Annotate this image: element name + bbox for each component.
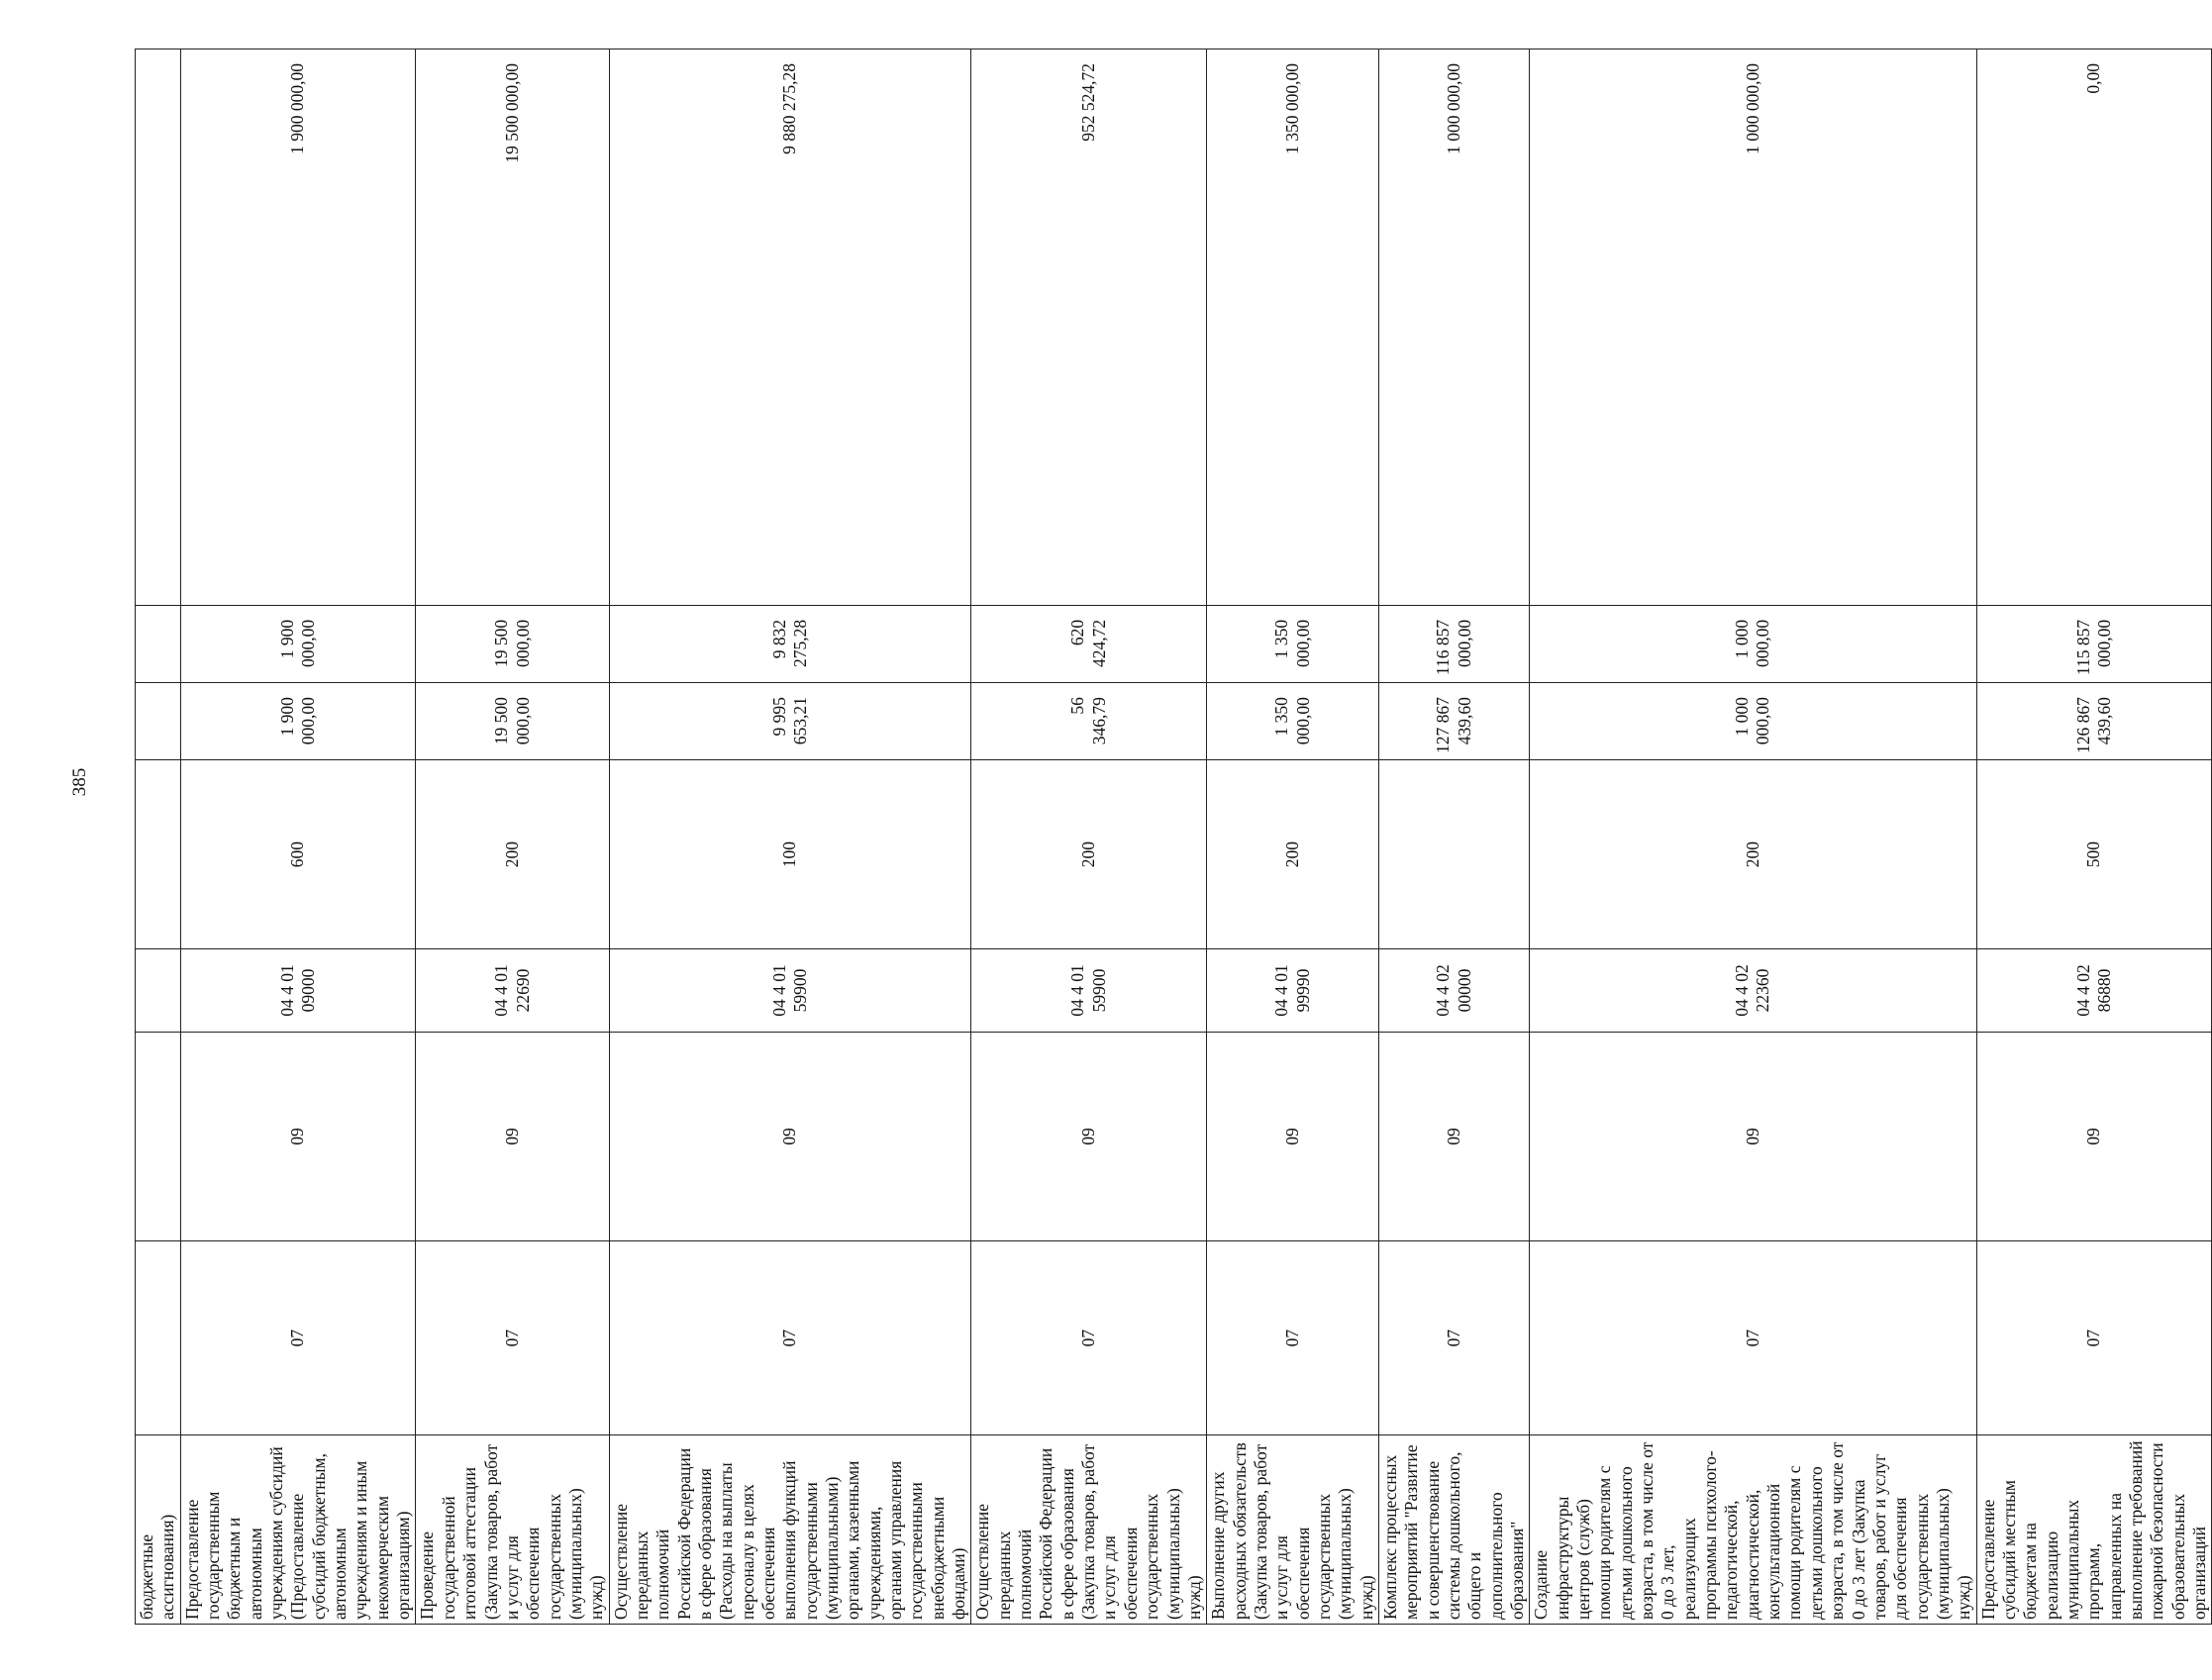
- expense-type-cell: 200: [1207, 760, 1379, 949]
- amount-year3-cell: 9 880 275,28: [609, 49, 971, 606]
- expense-type-cell: 200: [971, 760, 1207, 949]
- section-cell: [136, 1240, 181, 1435]
- subsection-cell: [136, 1033, 181, 1241]
- amount-year3-cell: 952 524,72: [971, 49, 1207, 606]
- subsection-cell: 09: [180, 1033, 416, 1241]
- section-cell: 07: [180, 1240, 416, 1435]
- table-row: [1378, 49, 1529, 1625]
- expense-type-cell: 100: [609, 760, 971, 949]
- table-row: [180, 49, 416, 1625]
- expense-type-cell: 200: [1530, 760, 1976, 949]
- amount-year1-cell: 1 350 000,00: [1207, 683, 1379, 760]
- amount-year1-cell: 1 000 000,00: [1530, 683, 1976, 760]
- table-row: [1530, 49, 1976, 1625]
- target-article-cell: 04 4 01 59900: [971, 948, 1207, 1032]
- expense-type-cell: [136, 760, 181, 949]
- row-name-cell: Комплекс процессных мероприятий "Развитие и совершенствование системы дошкольного, общего и дополнительного образования": [1378, 1435, 1529, 1625]
- row-name-cell: бюджетные ассигнования): [136, 1435, 181, 1625]
- target-article-cell: 04 4 01 22690: [416, 948, 609, 1032]
- amount-year1-cell: 126 867 439,60: [1976, 683, 2212, 760]
- row-name-cell: Осуществление переданных полномочий Российской Федерации в сфере образования (Закупка товаров, работ и услуг для обеспечения государственных (муниципальных) нужд): [971, 1435, 1207, 1625]
- amount-year2-cell: 1 000 000,00: [1530, 605, 1976, 682]
- row-name-cell: Предоставление субсидий местным бюджетам на реализацию муниципальных программ, направленных на выполнение требований пожарной безопасности образовательных организаций: [1976, 1435, 2212, 1625]
- row-name-cell: Предоставление государственным бюджетным и автономным учреждениям субсидий (Предоставление субсидий бюджетным, автономным учреждениям и иным некоммерческим организациям): [180, 1435, 416, 1625]
- section-cell: 07: [416, 1240, 609, 1435]
- subsection-cell: 09: [1207, 1033, 1379, 1241]
- subsection-cell: 09: [416, 1033, 609, 1241]
- section-cell: 07: [609, 1240, 971, 1435]
- amount-year3-cell: [136, 49, 181, 606]
- amount-year1-cell: 19 500 000,00: [416, 683, 609, 760]
- row-name-cell: Выполнение других расходных обязательств (Закупка товаров, работ и услуг для обеспечения государственных (муниципальных) нужд): [1207, 1435, 1379, 1625]
- expense-type-cell: [1378, 760, 1529, 949]
- subsection-cell: 09: [609, 1033, 971, 1241]
- section-cell: 07: [1976, 1240, 2212, 1435]
- amount-year3-cell: 0,00: [1976, 49, 2212, 606]
- subsection-cell: 09: [1530, 1033, 1976, 1241]
- budget-table: [135, 49, 2212, 1625]
- amount-year2-cell: 620 424,72: [971, 605, 1207, 682]
- amount-year3-cell: 1 000 000,00: [1378, 49, 1529, 606]
- target-article-cell: 04 4 01 99990: [1207, 948, 1379, 1032]
- row-name-cell: Проведение государственной итоговой аттестации (Закупка товаров, работ и услуг для обеспечения государственных (муниципальных) нужд): [416, 1435, 609, 1625]
- amount-year1-cell: 9 995 653,21: [609, 683, 971, 760]
- amount-year1-cell: 127 867 439,60: [1378, 683, 1529, 760]
- row-name-cell: Создание инфраструктуры центров (служб) помощи родителям с детьми дошкольного возраста, в том числе от 0 до 3 лет, реализующих программы психолого-педагогической, диагностической, консультационной помощи родителям с детьми дошкольного возраста, в том числе от 0 до 3 лет (Закупка товаров, работ и услуг для обеспечения государственных (муниципальных) нужд): [1530, 1435, 1976, 1625]
- expense-type-cell: 200: [416, 760, 609, 949]
- row-name-cell: Осуществление переданных полномочий Российской Федерации в сфере образования (Расходы на выплаты персоналу в целях обеспечения выполнения функций государственными (муниципальными) органами, казенными учреждениями, органами управления государственными внебюджетными фондами): [609, 1435, 971, 1625]
- target-article-cell: 04 4 01 59900: [609, 948, 971, 1032]
- section-cell: 07: [971, 1240, 1207, 1435]
- amount-year3-cell: 1 000 000,00: [1530, 49, 1976, 606]
- amount-year3-cell: 1 350 000,00: [1207, 49, 1379, 606]
- table-row: [609, 49, 971, 1625]
- section-cell: 07: [1378, 1240, 1529, 1435]
- amount-year2-cell: 1 350 000,00: [1207, 605, 1379, 682]
- table-row: [1207, 49, 1379, 1625]
- amount-year3-cell: 1 900 000,00: [180, 49, 416, 606]
- target-article-cell: 04 4 02 22360: [1530, 948, 1976, 1032]
- amount-year2-cell: 116 857 000,00: [1378, 605, 1529, 682]
- target-article-cell: [136, 948, 181, 1032]
- subsection-cell: 09: [1378, 1033, 1529, 1241]
- target-article-cell: 04 4 02 00000: [1378, 948, 1529, 1032]
- subsection-cell: 09: [1976, 1033, 2212, 1241]
- expense-type-cell: 500: [1976, 760, 2212, 949]
- section-cell: 07: [1207, 1240, 1379, 1435]
- amount-year1-cell: [136, 683, 181, 760]
- table-row: [136, 49, 181, 1625]
- amount-year2-cell: 115 857 000,00: [1976, 605, 2212, 682]
- target-article-cell: 04 4 01 09000: [180, 948, 416, 1032]
- amount-year2-cell: 1 900 000,00: [180, 605, 416, 682]
- section-cell: 07: [1530, 1240, 1976, 1435]
- amount-year3-cell: 19 500 000,00: [416, 49, 609, 606]
- amount-year2-cell: 9 832 275,28: [609, 605, 971, 682]
- amount-year1-cell: 56 346,79: [971, 683, 1207, 760]
- subsection-cell: 09: [971, 1033, 1207, 1241]
- expense-type-cell: 600: [180, 760, 416, 949]
- page-number: 385: [69, 767, 90, 797]
- amount-year1-cell: 1 900 000,00: [180, 683, 416, 760]
- table-row: [971, 49, 1207, 1625]
- target-article-cell: 04 4 02 86880: [1976, 948, 2212, 1032]
- table-row: [416, 49, 609, 1625]
- rotated-table-container: [135, 49, 2209, 1625]
- amount-year2-cell: 19 500 000,00: [416, 605, 609, 682]
- amount-year2-cell: [136, 605, 181, 682]
- table-row: [1976, 49, 2212, 1625]
